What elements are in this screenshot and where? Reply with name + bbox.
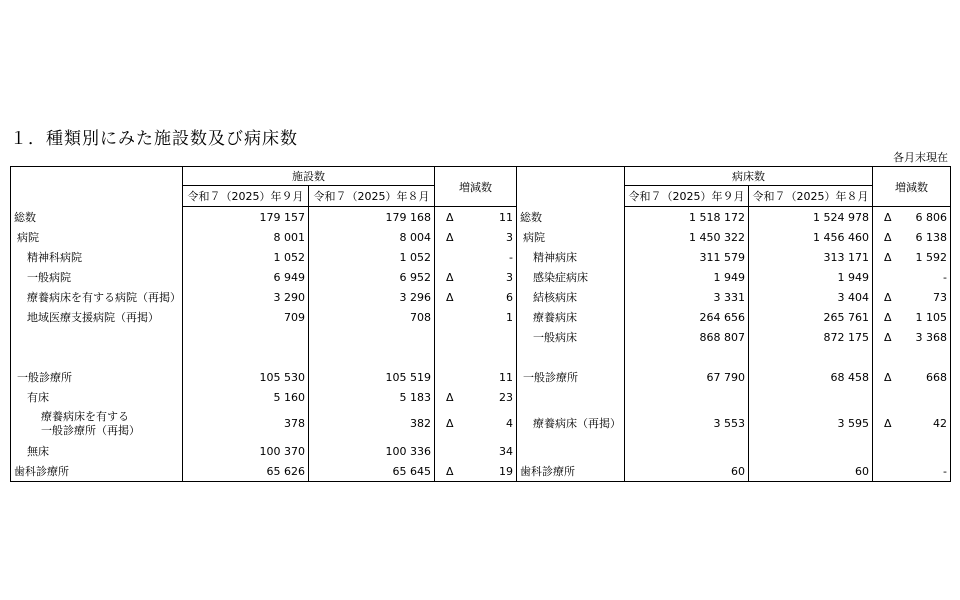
bed-aug-value: 313 171 — [749, 247, 873, 267]
bed-sep-value: 311 579 — [625, 247, 749, 267]
bed-decrease-mark — [873, 387, 903, 407]
facility-change-value: 4 — [465, 407, 517, 441]
facility-change-value — [465, 347, 517, 367]
facility-aug-header: 令和７（2025）年８月 — [309, 186, 435, 207]
facility-label: 歯科診療所 — [11, 461, 183, 482]
bed-label — [517, 387, 625, 407]
bed-change-value: 668 — [903, 367, 951, 387]
bed-sep-value: 1 518 172 — [625, 207, 749, 228]
bed-sep-value: 1 949 — [625, 267, 749, 287]
bed-decrease-mark: Δ — [883, 290, 892, 304]
table-row — [11, 387, 951, 407]
table-row — [11, 461, 951, 482]
facility-change-value: 3 — [465, 267, 517, 287]
facility-change-value: 3 — [465, 227, 517, 247]
facility-aug-value: 5 183 — [309, 387, 435, 407]
facility-aug-value: 708 — [309, 307, 435, 327]
bed-label-header — [517, 167, 625, 207]
bed-change-value: 1 105 — [903, 307, 951, 327]
bed-aug-value: 1 456 460 — [749, 227, 873, 247]
beds-header: 病床数 — [625, 167, 873, 186]
bed-change-value: 1 592 — [903, 247, 951, 267]
bed-aug-value: 872 175 — [749, 327, 873, 347]
bed-label: 一般病床 — [517, 327, 625, 347]
facility-label: 病院 — [11, 227, 183, 247]
table-row — [11, 367, 951, 387]
facility-sep-value: 8 001 — [183, 227, 309, 247]
table-row — [11, 307, 951, 327]
bed-change-value — [903, 347, 951, 367]
bed-sep-header: 令和７（2025）年９月 — [625, 186, 749, 207]
bed-label — [517, 347, 625, 367]
bed-sep-value: 3 553 — [625, 407, 749, 441]
bed-aug-value: 3 404 — [749, 287, 873, 307]
facility-sep-value: 179 157 — [183, 207, 309, 228]
bed-change-value: - — [903, 267, 951, 287]
bed-sep-value: 264 656 — [625, 307, 749, 327]
bed-decrease-mark: Δ — [883, 210, 892, 224]
facility-aug-value — [309, 347, 435, 367]
facility-label: 精神科病院 — [11, 247, 183, 267]
facility-change-value: 6 — [465, 287, 517, 307]
bed-change-value — [903, 441, 951, 461]
bed-label: 感染症病床 — [517, 267, 625, 287]
bed-sep-value — [625, 441, 749, 461]
bed-sep-value: 868 807 — [625, 327, 749, 347]
facility-aug-value: 8 004 — [309, 227, 435, 247]
facility-label — [11, 347, 183, 367]
facility-aug-value: 179 168 — [309, 207, 435, 228]
facility-decrease-mark — [435, 347, 465, 367]
bed-decrease-mark: Δ — [883, 230, 892, 244]
facility-label — [11, 327, 183, 347]
facility-change-value — [465, 327, 517, 347]
bed-decrease-mark: Δ — [883, 250, 892, 264]
facility-change-value: 19 — [465, 461, 517, 482]
facility-change-value: - — [465, 247, 517, 267]
bed-aug-value: 1 949 — [749, 267, 873, 287]
facility-decrease-mark: Δ — [445, 210, 454, 224]
facility-aug-value: 3 296 — [309, 287, 435, 307]
facility-sep-value: 105 530 — [183, 367, 309, 387]
facility-aug-value: 105 519 — [309, 367, 435, 387]
facility-label: 一般病院 — [11, 267, 183, 287]
bed-change-value: 3 368 — [903, 327, 951, 347]
bed-label: 療養病床（再掲） — [517, 407, 625, 441]
facility-decrease-mark: Δ — [445, 270, 454, 284]
facility-decrease-mark: Δ — [445, 230, 454, 244]
bed-label: 結核病床 — [517, 287, 625, 307]
facility-aug-value: 1 052 — [309, 247, 435, 267]
bed-aug-header: 令和７（2025）年８月 — [749, 186, 873, 207]
facility-change-header: 増減数 — [435, 167, 517, 207]
bed-label: 病院 — [517, 227, 625, 247]
facility-change-value: 11 — [465, 207, 517, 228]
facility-label-line2: 一般診療所（再掲） — [41, 424, 140, 437]
bed-decrease-mark: Δ — [883, 330, 892, 344]
bed-decrease-mark — [873, 347, 903, 367]
bed-decrease-mark: Δ — [883, 310, 892, 324]
facility-label: 総数 — [11, 207, 183, 228]
bed-aug-value: 68 458 — [749, 367, 873, 387]
facility-sep-header: 令和７（2025）年９月 — [183, 186, 309, 207]
facility-decrease-mark — [435, 327, 465, 347]
facility-label: 有床 — [11, 387, 183, 407]
facility-label — [11, 407, 183, 441]
bed-sep-value: 60 — [625, 461, 749, 482]
bed-decrease-mark — [873, 441, 903, 461]
bed-aug-value: 3 595 — [749, 407, 873, 441]
facility-sep-value: 378 — [183, 407, 309, 441]
bed-aug-value — [749, 441, 873, 461]
bed-label: 歯科診療所 — [517, 461, 625, 482]
bed-decrease-mark — [873, 267, 903, 287]
facility-label: 地域医療支援病院（再掲） — [11, 307, 183, 327]
table-row — [11, 347, 951, 367]
bed-change-value: 73 — [903, 287, 951, 307]
facility-aug-value: 6 952 — [309, 267, 435, 287]
facility-aug-value — [309, 327, 435, 347]
facility-decrease-mark: Δ — [445, 417, 454, 430]
bed-label: 一般診療所 — [517, 367, 625, 387]
bed-change-value: 6 806 — [903, 207, 951, 228]
facility-decrease-mark: Δ — [445, 290, 454, 304]
facility-sep-value: 6 949 — [183, 267, 309, 287]
bed-label: 総数 — [517, 207, 625, 228]
table-row — [11, 247, 951, 267]
facility-decrease-mark — [435, 307, 465, 327]
bed-decrease-mark: Δ — [883, 370, 892, 384]
facility-decrease-mark: Δ — [445, 390, 454, 404]
page-title: １．種類別にみた施設数及び病床数 — [10, 129, 298, 149]
bed-aug-value — [749, 387, 873, 407]
bed-sep-value: 67 790 — [625, 367, 749, 387]
facility-decrease-mark: Δ — [435, 461, 465, 482]
table-row — [11, 287, 951, 307]
bed-aug-value: 1 524 978 — [749, 207, 873, 228]
bed-aug-value — [749, 347, 873, 367]
as-of-note: 各月末現在 — [893, 151, 948, 164]
facility-label: 療養病床を有する病院（再掲） — [11, 287, 183, 307]
table-row — [11, 227, 951, 247]
facility-sep-value: 709 — [183, 307, 309, 327]
bed-aug-value: 265 761 — [749, 307, 873, 327]
facilities-header: 施設数 — [183, 167, 435, 186]
bed-decrease-mark — [873, 461, 903, 482]
facility-label-line1: 療養病床を有する — [41, 410, 129, 423]
table-row — [11, 441, 951, 461]
table-row — [11, 267, 951, 287]
bed-sep-value — [625, 387, 749, 407]
bed-sep-value: 3 331 — [625, 287, 749, 307]
table-row — [11, 327, 951, 347]
facility-label-header — [11, 167, 183, 207]
facility-change-value: 23 — [465, 387, 517, 407]
bed-label: 療養病床 — [517, 307, 625, 327]
table-row — [11, 207, 951, 228]
bed-change-value — [903, 387, 951, 407]
facility-sep-value: 65 626 — [183, 461, 309, 482]
bed-change-value: 42 — [903, 407, 951, 441]
bed-change-header: 増減数 — [873, 167, 951, 207]
bed-label: 精神病床 — [517, 247, 625, 267]
bed-change-value: 6 138 — [903, 227, 951, 247]
facility-change-value: 34 — [465, 441, 517, 461]
facility-aug-value: 100 336 — [309, 441, 435, 461]
facility-label: 一般診療所 — [11, 367, 183, 387]
facility-decrease-mark — [435, 247, 465, 267]
table-row — [11, 407, 951, 441]
bed-aug-value: 60 — [749, 461, 873, 482]
facility-decrease-mark — [435, 367, 465, 387]
facility-aug-value: 382 — [309, 407, 435, 441]
facility-decrease-mark — [435, 441, 465, 461]
facilities-beds-table — [10, 166, 951, 482]
facility-change-value: 1 — [465, 307, 517, 327]
facility-sep-value — [183, 327, 309, 347]
facility-change-value: 11 — [465, 367, 517, 387]
facility-sep-value: 100 370 — [183, 441, 309, 461]
facility-aug-value: 65 645 — [309, 461, 435, 482]
bed-sep-value: 1 450 322 — [625, 227, 749, 247]
facility-sep-value — [183, 347, 309, 367]
bed-decrease-mark: Δ — [883, 417, 892, 430]
facility-sep-value: 3 290 — [183, 287, 309, 307]
bed-change-value: - — [903, 461, 951, 482]
facility-sep-value: 1 052 — [183, 247, 309, 267]
bed-label — [517, 441, 625, 461]
facility-label: 無床 — [11, 441, 183, 461]
bed-sep-value — [625, 347, 749, 367]
facility-sep-value: 5 160 — [183, 387, 309, 407]
